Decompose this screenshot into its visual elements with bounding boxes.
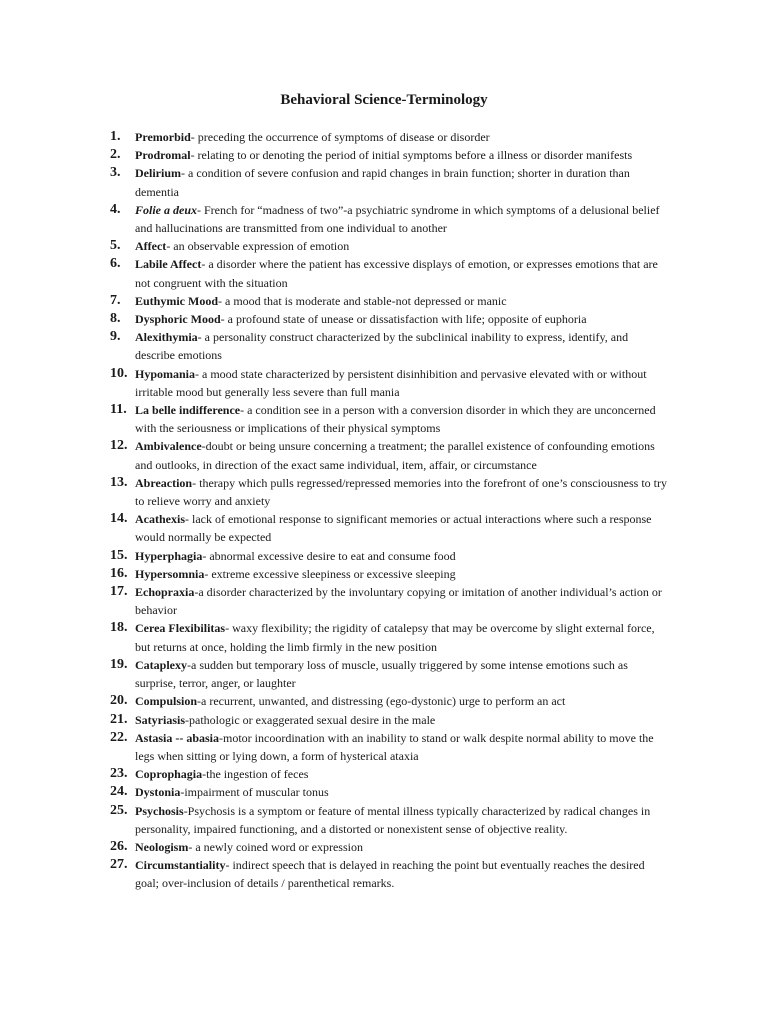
list-item (110, 547, 670, 565)
term-definition: - relating to or denoting the period of initial symptoms before a illness or disorder manifests (190, 148, 633, 163)
term-definition: - a mood that is moderate and stable-not depressed or manic (218, 293, 507, 308)
list-item (110, 328, 670, 364)
list-item (110, 474, 670, 510)
term-definition: - a condition see in a person with a conversion disorder in which they are unconcerned with the seriousness or implications of their physical symptoms (135, 403, 656, 436)
item-number: 20. (110, 693, 128, 709)
term-name: Alexithymia (135, 330, 198, 345)
term-definition: - lack of emotional response to significant memories or actual interactions where such a response would normally be expected (135, 512, 652, 545)
term-definition: -a sudden but temporary loss of muscle, usually triggered by some intense emotions such as surprise, terror, anger, or laughter (135, 657, 628, 691)
item-number: 7. (110, 292, 121, 308)
list-item (110, 765, 670, 783)
terminology-list (110, 128, 670, 893)
item-number: 18. (110, 620, 128, 636)
item-number: 14. (110, 511, 128, 527)
term-definition: - extreme excessive sleepiness or excessive sleeping (204, 566, 456, 581)
item-number: 22. (110, 729, 128, 745)
term-name: Abreaction (135, 475, 193, 490)
term-definition: -impairment of muscular tonus (180, 785, 329, 800)
page-title: Behavioral Science-Terminology (280, 92, 488, 108)
list-item (110, 729, 670, 765)
list-item (110, 692, 670, 710)
term-definition: -a disorder characterized by the involuntary copying or imitation of another individual’s action or behavior (135, 585, 662, 618)
term-name: Cataplexy (135, 657, 187, 672)
term-name: Hyperphagia (135, 548, 203, 563)
term-definition: - preceding the occurrence of symptoms of disease or disorder (190, 130, 490, 144)
item-number: 15. (110, 547, 128, 563)
term-name: Astasia -- abasia (135, 730, 220, 745)
item-number: 27. (110, 857, 128, 873)
item-number: 24. (110, 784, 128, 800)
term-name: La belle indifference (135, 403, 241, 418)
term-definition: - abnormal excessive desire to eat and consume food (202, 548, 456, 563)
term-definition: -motor incoordination with an inability to stand or walk despite normal ability to move the legs when sitting or lying down, a form of hysterical ataxia (135, 730, 654, 763)
item-number: 23. (110, 766, 128, 782)
list-item (110, 310, 670, 328)
term-name: Echopraxia (135, 585, 195, 600)
item-number: 8. (110, 311, 121, 327)
term-name: Labile Affect (135, 257, 202, 272)
term-name: Neologism (135, 839, 189, 854)
item-number: 1. (110, 129, 121, 144)
item-number: 4. (110, 201, 121, 217)
list-item (110, 783, 670, 801)
list-item (110, 401, 670, 437)
list-item (110, 619, 670, 655)
term-name: Cerea Flexibilitas (135, 621, 226, 636)
list-item (110, 656, 670, 692)
item-number: 6. (110, 256, 121, 272)
term-definition: - therapy which pulls regressed/repressed memories into the forefront of one’s consciousness to try to relieve worry and anxiety (135, 475, 667, 509)
list-item (110, 802, 670, 838)
term-definition: - waxy flexibility; the rigidity of catalepsy that may be overcome by slight external force, but returns at once, holding the limb firmly in the new position (135, 621, 655, 654)
list-item (110, 201, 670, 237)
item-number: 12. (110, 438, 128, 454)
term-name: Dysphoric Mood (135, 312, 221, 327)
list-item (110, 711, 670, 729)
list-item (110, 146, 670, 164)
list-item (110, 292, 670, 310)
term-name: Compulsion (135, 694, 198, 709)
term-name: Folie a deux (135, 202, 197, 217)
term-name: Circumstantiality (135, 858, 226, 873)
term-name: Coprophagia (135, 767, 203, 782)
term-name: Acathexis (135, 512, 185, 527)
term-definition: - French for “madness of two”-a psychiatric syndrome in which symptoms of a delusional belief and hallucinations are transmitted from one individual to another (135, 202, 660, 236)
item-number: 16. (110, 565, 128, 581)
term-name: Delirium (135, 166, 181, 181)
list-item (110, 437, 670, 473)
list-item (110, 838, 670, 856)
term-definition: - a mood state characterized by persistent disinhibition and pervasive elevated with or without irritable mood but generally less severe than full mania (135, 366, 647, 399)
list-item (110, 164, 670, 200)
item-number: 9. (110, 329, 121, 345)
list-item (110, 510, 670, 546)
term-name: Psychosis (135, 803, 184, 818)
term-name: Hypersomnia (135, 566, 205, 581)
term-definition: -pathologic or exaggerated sexual desire in the male (185, 712, 436, 727)
term-definition: -a recurrent, unwanted, and distressing (ego-dystonic) urge to perform an act (197, 694, 566, 709)
list-item (110, 583, 670, 619)
term-name: Prodromal (135, 148, 191, 163)
item-number: 3. (110, 165, 121, 181)
item-number: 13. (110, 474, 128, 490)
item-number: 25. (110, 802, 128, 818)
term-definition: - a profound state of unease or dissatisfaction with life; opposite of euphoria (220, 312, 587, 327)
list-item (110, 565, 670, 583)
term-definition: - indirect speech that is delayed in reaching the point but eventually reaches the desired goal; over-inclusion of details / parenthetical remarks. (135, 858, 645, 891)
list-item (110, 856, 670, 892)
term-definition: -the ingestion of feces (202, 767, 309, 782)
term-definition: - a condition of severe confusion and rapid changes in brain function; shorter in duration than dementia (135, 166, 630, 199)
term-name: Euthymic Mood (135, 293, 219, 308)
term-name: Hypomania (135, 366, 196, 381)
list-item (110, 237, 670, 255)
list-item (110, 365, 670, 401)
item-number: 11. (110, 402, 127, 418)
term-definition: -Psychosis is a symptom or feature of mental illness typically characterized by radical changes in personality, impaired functioning, and a distorted or nonexistent sense of objective reality. (135, 803, 651, 836)
term-definition: - a personality construct characterized by the subclinical inability to express, identify, and describe emotions (135, 330, 629, 363)
item-number: 19. (110, 656, 128, 672)
term-name: Ambivalence (135, 439, 202, 454)
item-number: 26. (110, 838, 128, 854)
term-name: Dystonia (135, 785, 181, 800)
term-definition: - an observable expression of emotion (166, 239, 350, 254)
list-item (110, 128, 670, 146)
item-number: 2. (110, 147, 121, 163)
term-definition: -doubt or being unsure concerning a treatment; the parallel existence of confounding emotions and outlooks, in direction of the exact same individual, item, affair, or circumstance (135, 439, 655, 472)
item-number: 10. (110, 365, 128, 381)
term-definition: - a disorder where the patient has excessive displays of emotion, or expresses emotions that are not congruent with the situation (135, 257, 658, 290)
term-name: Premorbid (135, 130, 191, 144)
item-number: 5. (110, 238, 121, 254)
item-number: 21. (110, 711, 128, 727)
list-item (110, 255, 670, 291)
term-name: Affect (135, 239, 167, 254)
item-number: 17. (110, 584, 128, 600)
term-name: Satyriasis (135, 712, 186, 727)
term-definition: - a newly coined word or expression (188, 839, 363, 854)
